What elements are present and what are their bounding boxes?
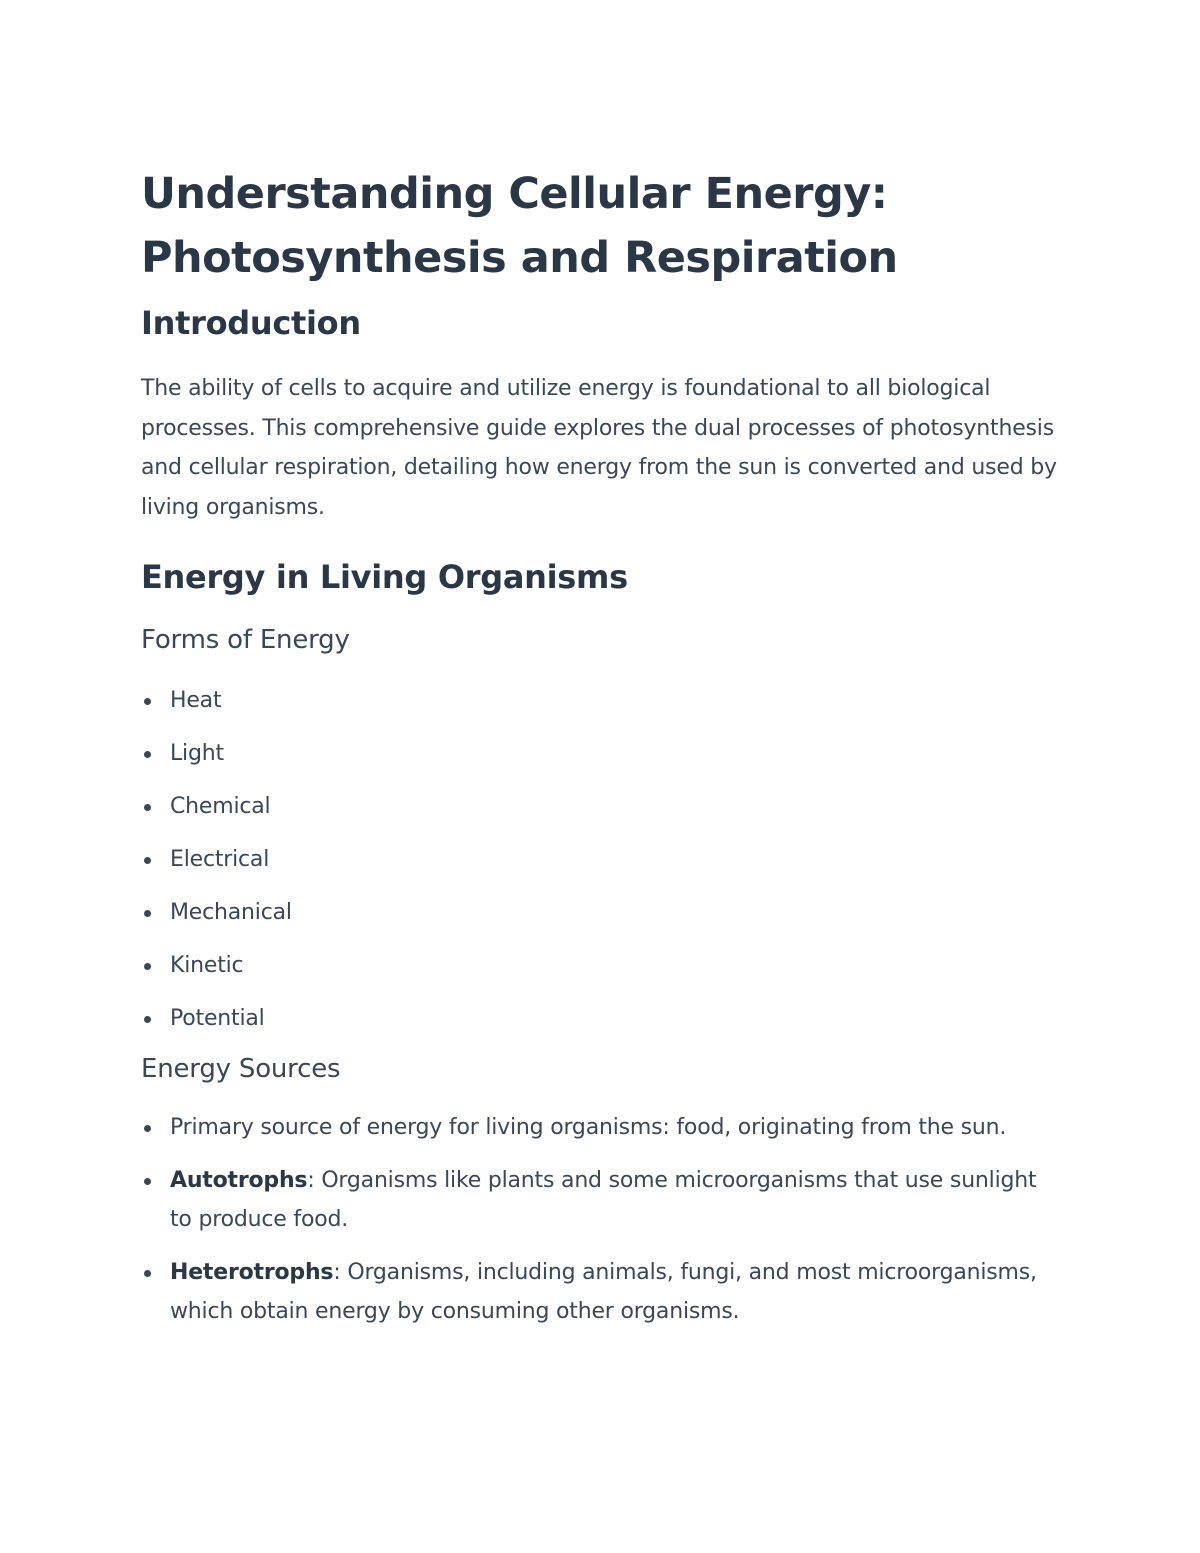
autotrophs-term: Autotrophs — [170, 1167, 308, 1193]
energy-sources-list — [141, 1108, 1061, 1332]
bullet-icon — [144, 857, 151, 864]
bullet-icon — [144, 963, 151, 970]
bullet-icon — [144, 1270, 151, 1277]
introduction-heading: Introduction — [141, 304, 361, 342]
page-title — [141, 162, 1061, 290]
list-item — [141, 946, 1061, 986]
introduction-paragraph: The ability of cells to acquire and utilize energy is foundational to all biological processes. This comprehensive guide explores the dual processes of photosynthesis and cellular respiration, detailing how energy from the sun is converted and used by living organisms. — [141, 376, 1057, 520]
energy-sources-heading: Energy Sources — [141, 1054, 341, 1084]
forms-of-energy-heading: Forms of Energy — [141, 625, 350, 655]
list-item — [141, 734, 1061, 774]
list-item-text: Kinetic — [170, 953, 244, 978]
bullet-icon — [144, 1016, 151, 1023]
list-item-text: Mechanical — [170, 900, 292, 925]
document-page — [141, 162, 1061, 1345]
list-item — [141, 893, 1061, 933]
list-item — [141, 999, 1061, 1039]
bullet-icon — [144, 1125, 151, 1132]
bullet-icon — [144, 698, 151, 705]
list-item-primary-source — [141, 1108, 1061, 1148]
bullet-icon — [144, 910, 151, 917]
list-item-text: Heat — [170, 688, 222, 713]
list-item-autotrophs — [141, 1161, 1061, 1240]
bullet-icon — [144, 804, 151, 811]
energy-section-heading: Energy in Living Organisms — [141, 558, 628, 596]
autotrophs-definition: : Organisms like plants and some microorganisms that use sunlight to produce food. — [170, 1167, 1037, 1232]
primary-source-text: Primary source of energy for living organisms: food, originating from the sun. — [170, 1115, 1007, 1140]
list-item-heterotrophs — [141, 1253, 1061, 1332]
heterotrophs-definition: : Organisms, including animals, fungi, and most microorganisms, which obtain energy by consuming other organisms. — [170, 1259, 1037, 1324]
bullet-icon — [144, 751, 151, 758]
heterotrophs-term: Heterotrophs — [170, 1259, 334, 1285]
title-line-2: Photosynthesis and Respiration — [141, 233, 898, 283]
list-item-text: Light — [170, 741, 224, 766]
list-item — [141, 840, 1061, 880]
list-item-text: Chemical — [170, 794, 271, 819]
bullet-icon — [144, 1178, 151, 1185]
forms-of-energy-list — [141, 681, 1061, 1039]
list-item-text: Electrical — [170, 847, 270, 872]
list-item — [141, 787, 1061, 827]
list-item-text: Potential — [170, 1006, 265, 1031]
list-item — [141, 681, 1061, 721]
title-line-1: Understanding Cellular Energy: — [141, 169, 888, 219]
